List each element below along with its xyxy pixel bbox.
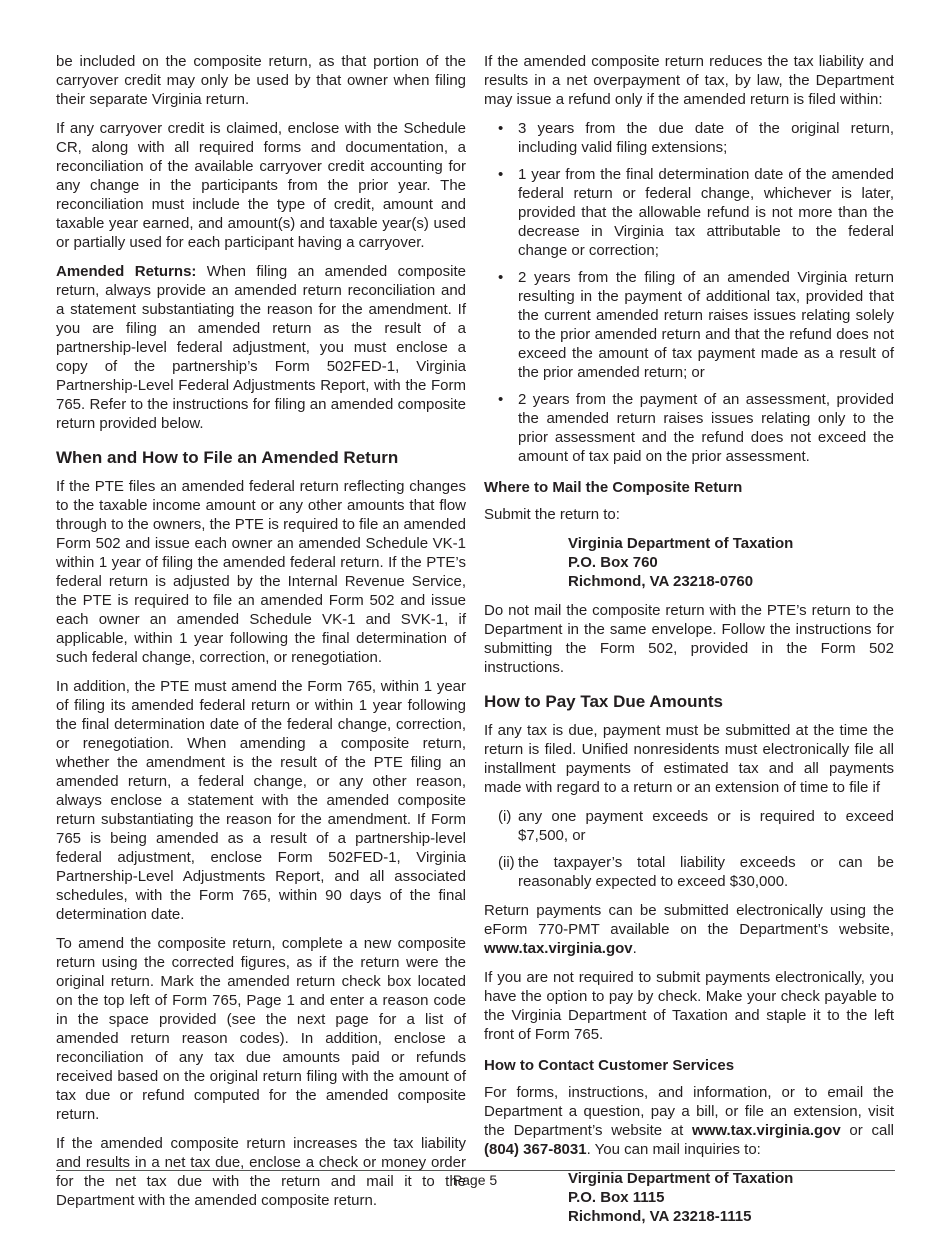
text-run: To amend the composite return, complete a new composite return using the corrected figures, as if the return were the original return. Mark the amended return check box located on the top left of Form 765, Page 1 and enter a reason code in the space provided (see the next page for a list of amended return reason codes). In addition, enclose a reconciliation of any tax due amounts paid or refunds received based on the original return filing with the amount of tax due or refund computed for the amended composite return. (56, 935, 466, 1123)
list-item (484, 268, 894, 382)
bold-text: www.tax.virginia.gov (484, 940, 633, 957)
paragraph (484, 968, 894, 1044)
paragraph (56, 262, 466, 433)
text-run: For forms, instructions, and information, or to email the Department a question, pay a bill, or file an extension, visit the Department’s website at (484, 1084, 894, 1139)
text-run: When filing an amended composite return, always provide an amended return reconciliation and a statement substantiating the reason for the amendment. If you are filing an amended return as the result of a partnership-level federal adjustment, you must enclose a copy of the partnership’s Form 502FED-1, Virginia Partnership-Level Federal Adjustments Report, with the Form 765. Refer to the instructions for filing an amended composite return provided below. (56, 263, 466, 432)
text-run: If any carryover credit is claimed, enclose with the Schedule CR, along with all required forms and documentation, a reconciliation of the available carryover credit accounting for any change in the participants from the prior year. The reconciliation must include the type of credit, amount and taxable year earned, and amount(s) and taxable year(s) used or partially used for each participant having a carryover. (56, 120, 466, 251)
list-item-text: 3 years from the due date of the original return, including valid filing extensions; (518, 120, 894, 156)
text-run: Do not mail the composite return with the PTE’s return to the Department in the same envelope. Follow the instructions for submitting the Form 502, provided in the Form 502 instructions. (484, 602, 894, 676)
address-line: Virginia Department of Taxation (568, 1170, 794, 1187)
text-run: Submit the return to: (484, 506, 620, 523)
text-run: or call (840, 1122, 894, 1139)
address-line: Richmond, VA 23218-1115 (568, 1208, 752, 1225)
bold-text: Amended Returns: (56, 263, 197, 280)
section-heading: How to Pay Tax Due Amounts (484, 692, 723, 711)
list-item-text: any one payment exceeds or is required to exceed $7,500, or (518, 808, 894, 844)
list-item (484, 165, 894, 260)
paragraph (56, 677, 466, 924)
mailing-address (568, 534, 894, 591)
list-item (484, 119, 894, 157)
text-run: In addition, the PTE must amend the Form 765, within 1 year of filing its amended federal return or within 1 year following the final determination date of the federal change, correction, or renegotiation. When amending a composite return, whether the amendment is the result of the PTE filing an amended return, a federal change, or any other reason, always enclose a statement with the amended composite return substantiating the reason for the amendment. If Form 765 is being amended as a result of a partnership-level federal adjustment, enclose Form 502FED-1, Virginia Partnership-Level Adjustments Report, and all associated schedules, with the Form 765, within 90 days of the final determination date. (56, 678, 466, 923)
paragraph (56, 119, 466, 252)
paragraph (484, 601, 894, 677)
bullet-marker: • (498, 166, 504, 183)
list-item (484, 390, 894, 466)
paragraph (484, 1083, 894, 1159)
text-run: If the amended composite return reduces the tax liability and results in a net overpayment of tax, by law, the Department may issue a refund only if the amended return is filed within: (484, 53, 894, 108)
text-run: If you are not required to submit payments electronically, you have the option to pay by check. Make your check payable to the Virginia Department of Taxation and staple it to the left front of Form 765. (484, 969, 894, 1043)
left-column (56, 52, 466, 1220)
paragraph (484, 721, 894, 797)
list-item-text: 2 years from the filing of an amended Virginia return resulting in the payment of additional tax, provided that the current amended return raises issues relating solely to the prior amended return and that the refund does not exceed the amount of tax payment made as a result of the prior amended return; or (518, 269, 894, 381)
bold-text: www.tax.virginia.gov (692, 1122, 841, 1139)
section-heading: Where to Mail the Composite Return (484, 479, 743, 496)
list-item-text: 2 years from the payment of an assessment, provided the amended return raises issues relating only to the prior assessment and the refund does not exceed the amount of tax paid on the prior assessment. (518, 391, 894, 465)
numbered-list (484, 807, 894, 891)
bullet-marker: • (498, 120, 504, 137)
list-marker: (i) (498, 808, 512, 825)
page-number: Page 5 (452, 1172, 498, 1188)
address-line: Richmond, VA 23218-0760 (568, 573, 754, 590)
bullet-marker: • (498, 269, 504, 286)
text-run: If the amended composite return increases the tax liability and results in a net tax due, enclose a check or money order for the net tax due with the return and mail it to the Department with the amended composite return. (56, 1135, 466, 1209)
bullet-list (484, 119, 894, 466)
list-marker: (ii) (498, 854, 515, 871)
paragraph (484, 505, 894, 524)
right-column (484, 52, 894, 1236)
bullet-marker: • (498, 391, 504, 408)
list-item-text: the taxpayer’s total liability exceeds or can be reasonably expected to exceed $30,000. (518, 854, 894, 890)
text-run: Return payments can be submitted electronically using the eForm 770-PMT available on the Department’s website, (484, 902, 894, 938)
address-line: P.O. Box 760 (568, 554, 658, 571)
paragraph (56, 934, 466, 1124)
text-run: If any tax is due, payment must be submitted at the time the return is filed. Unified nonresidents must electronically file all installment payments of estimated tax and all payments made with regard to a return or an extension of time to file if (484, 722, 894, 796)
footer-divider (56, 1170, 895, 1171)
address-line: P.O. Box 1115 (568, 1189, 665, 1206)
text-run: be included on the composite return, as that portion of the carryover credit may only be used by that owner when filing their separate Virginia return. (56, 53, 466, 108)
paragraph (484, 52, 894, 109)
text-run: . You can mail inquiries to: (586, 1141, 761, 1158)
text-run: If the PTE files an amended federal return reflecting changes to the taxable income amount or any other amounts that flow through to the owners, the PTE is required to file an amended Form 502 and issue each owner an amended Schedule VK-1 within 1 year of filing the amended federal return. If the PTE’s federal return is adjusted by the Internal Revenue Service, the PTE is required to file an amended Form 502 and issue each owner an amended Schedule VK-1 and SVK-1, if applicable, within 1 year following the final determination of such federal change, correction, or renegotiation. (56, 478, 466, 666)
section-heading: When and How to File an Amended Return (56, 448, 399, 467)
list-item (484, 853, 894, 891)
bold-text: (804) 367-8031 (484, 1141, 587, 1158)
address-line: Virginia Department of Taxation (568, 535, 794, 552)
list-item-text: 1 year from the final determination date of the amended federal return or federal change, whichever is later, provided that the allowable refund is not more than the decrease in Virginia tax attributable to the federal change or correction; (518, 166, 894, 259)
text-run: . (632, 940, 637, 957)
paragraph (484, 901, 894, 958)
paragraph (56, 477, 466, 667)
section-heading: How to Contact Customer Services (484, 1057, 735, 1074)
paragraph (56, 52, 466, 109)
list-item (484, 807, 894, 845)
